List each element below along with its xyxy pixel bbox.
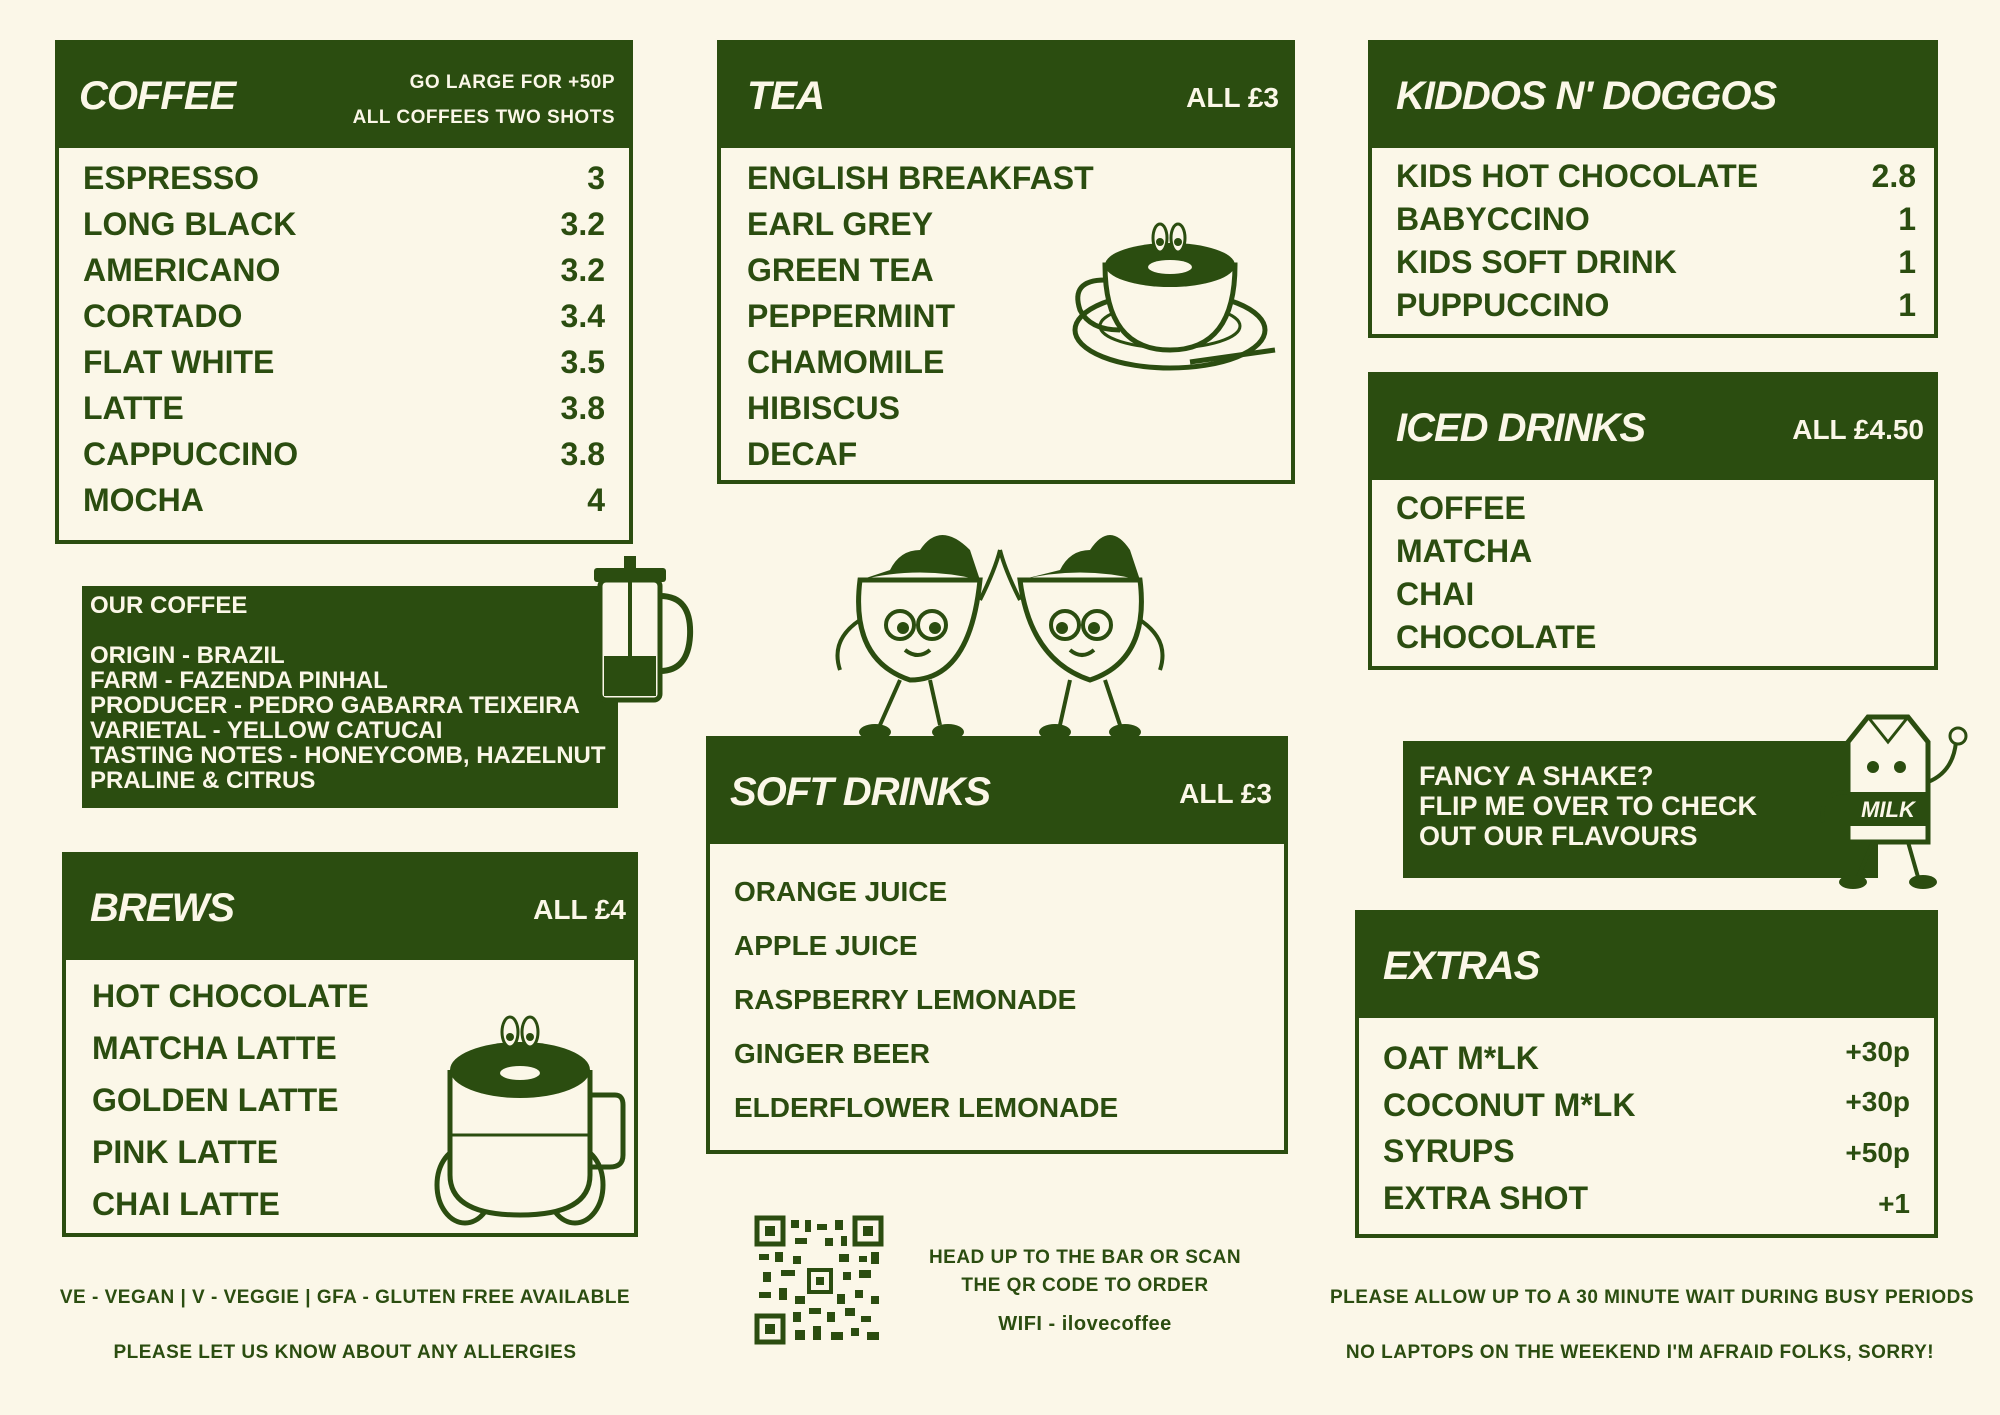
kiddos-section	[1368, 40, 1938, 338]
iced-title: ICED DRINKS	[1396, 406, 1646, 450]
menu-item: MATCHA LATTE	[92, 1030, 337, 1066]
menu-item: LONG BLACK	[83, 206, 297, 242]
wait-note: PLEASE ALLOW UP TO A 30 MINUTE WAIT DURING BUSY PERIODS	[1330, 1287, 1975, 1308]
menu-price: 1	[1898, 244, 1916, 280]
menu-item: ORANGE JUICE	[734, 876, 948, 907]
menu-item: CHAI	[1396, 576, 1475, 612]
milk-label: MILK	[1861, 797, 1915, 822]
menu-item: LATTE	[83, 390, 184, 426]
menu-item: AMERICANO	[83, 252, 281, 288]
qr-code-icon[interactable]	[755, 1216, 883, 1344]
menu-item: CORTADO	[83, 298, 243, 334]
menu-price: +50p	[1845, 1137, 1910, 1168]
coffee-section	[55, 40, 633, 544]
tea-header	[721, 44, 1291, 148]
menu-item: DECAF	[747, 436, 858, 472]
menu-item: KIDS SOFT DRINK	[1396, 244, 1677, 280]
shake-line-3: OUT OUR FLAVOURS	[1419, 821, 1698, 851]
laptop-note: NO LAPTOPS ON THE WEEKEND I'M AFRAID FOLKS, SORRY!	[1345, 1342, 1935, 1363]
brews-price-note: ALL £4	[533, 894, 626, 925]
menu-item: SYRUPS	[1383, 1133, 1515, 1169]
shake-line-2: FLIP ME OVER TO CHECK	[1419, 791, 1758, 821]
soft-drinks-section	[706, 736, 1288, 1154]
menu-item: BABYCCINO	[1396, 201, 1590, 237]
menu-price: 3	[587, 160, 605, 196]
coffee-cup-icon	[1070, 210, 1280, 390]
kiddos-title: KIDDOS N' DOGGOS	[1396, 74, 1777, 118]
menu-item: CAPPUCCINO	[83, 436, 299, 472]
menu-item: HOT CHOCOLATE	[92, 978, 369, 1014]
wifi-info: WIFI - ilovecoffee	[998, 1313, 1172, 1335]
tea-title: TEA	[747, 74, 824, 118]
shake-line-1: FANCY A SHAKE?	[1419, 761, 1654, 791]
menu-price: 3.8	[560, 390, 605, 426]
menu-item: COFFEE	[1396, 490, 1526, 526]
menu-price: +1	[1878, 1188, 1910, 1219]
menu-price: 3.8	[560, 436, 605, 472]
menu-price: +30p	[1845, 1086, 1910, 1117]
coffee-origin: ORIGIN - BRAZIL	[90, 642, 285, 669]
menu-item: KIDS HOT CHOCOLATE	[1396, 158, 1759, 194]
coffee-tasting-notes-cont: PRALINE & CITRUS	[90, 767, 316, 794]
shake-panel	[1403, 741, 1878, 878]
coffee-varietal: VARIETAL - YELLOW CATUCAI	[90, 717, 443, 744]
menu-item: MATCHA	[1396, 533, 1533, 569]
menu-item: GINGER BEER	[734, 1038, 931, 1069]
menu-price: 2.8	[1871, 158, 1916, 194]
menu-price: +30p	[1845, 1036, 1910, 1067]
menu-price: 3.4	[560, 298, 605, 334]
menu-item: ESPRESSO	[83, 160, 260, 196]
iced-header	[1372, 376, 1934, 480]
high-five-cups-icon	[820, 510, 1180, 750]
brews-header	[66, 856, 634, 960]
menu-price: 4	[587, 482, 605, 518]
menu-item: PEPPERMINT	[747, 298, 956, 334]
kiddos-header	[1372, 44, 1934, 148]
coffee-note-shots: ALL COFFEES TWO SHOTS	[352, 107, 615, 128]
iced-price-note: ALL £4.50	[1792, 414, 1924, 445]
coffee-tasting-notes: TASTING NOTES - HONEYCOMB, HAZELNUT	[90, 742, 606, 769]
coffee-farm: FARM - FAZENDA PINHAL	[90, 667, 388, 694]
coffee-producer: PRODUCER - PEDRO GABARRA TEIXEIRA	[90, 692, 580, 719]
order-instruction-2: THE QR CODE TO ORDER	[961, 1275, 1209, 1296]
menu-item: ENGLISH BREAKFAST	[747, 160, 1094, 196]
coffee-note-large: GO LARGE FOR +50P	[409, 72, 615, 93]
brews-title: BREWS	[90, 886, 234, 930]
menu-item: FLAT WHITE	[83, 344, 275, 380]
coffee-header	[59, 44, 629, 148]
coffee-title: COFFEE	[79, 74, 236, 118]
menu-price: 3.5	[560, 344, 605, 380]
our-coffee-heading: OUR COFFEE	[90, 592, 248, 619]
menu-item: RASPBERRY LEMONADE	[734, 984, 1077, 1015]
extras-header	[1359, 914, 1934, 1018]
menu-price: 3.2	[560, 252, 605, 288]
our-coffee-panel	[82, 586, 618, 808]
iced-drinks-section	[1368, 372, 1938, 670]
extras-section	[1355, 910, 1938, 1238]
menu-item: EARL GREY	[747, 206, 934, 242]
menu-item: OAT M*LK	[1383, 1040, 1539, 1076]
soft-header	[710, 740, 1284, 844]
menu-price: 1	[1898, 201, 1916, 237]
tea-price-note: ALL £3	[1186, 82, 1279, 113]
milk-carton-icon	[1808, 712, 1968, 892]
dietary-key: VE - VEGAN | V - VEGGIE | GFA - GLUTEN FREE AVAILABLE	[59, 1287, 631, 1308]
soft-title: SOFT DRINKS	[730, 770, 991, 814]
order-instruction-1: HEAD UP TO THE BAR OR SCAN	[928, 1247, 1242, 1268]
extras-title: EXTRAS	[1383, 944, 1540, 988]
menu-price: 1	[1898, 287, 1916, 323]
menu-item: EXTRA SHOT	[1383, 1180, 1589, 1216]
menu-item: CHAI LATTE	[92, 1186, 280, 1222]
menu-item: GREEN TEA	[747, 252, 934, 288]
menu-item: PINK LATTE	[92, 1134, 279, 1170]
allergy-note: PLEASE LET US KNOW ABOUT ANY ALLERGIES	[113, 1342, 577, 1363]
menu-price: 3.2	[560, 206, 605, 242]
menu-item: COCONUT M*LK	[1383, 1087, 1636, 1123]
menu-item: CHOCOLATE	[1396, 619, 1597, 655]
menu-item: PUPPUCCINO	[1396, 287, 1610, 323]
menu-item: APPLE JUICE	[734, 930, 918, 961]
menu-item: GOLDEN LATTE	[92, 1082, 339, 1118]
menu-item: HIBISCUS	[747, 390, 900, 426]
menu-item: ELDERFLOWER LEMONADE	[734, 1092, 1119, 1123]
soft-price-note: ALL £3	[1179, 778, 1272, 809]
french-press-icon	[580, 556, 700, 706]
mug-icon	[425, 1015, 625, 1225]
menu-item: MOCHA	[83, 482, 204, 518]
menu-item: CHAMOMILE	[747, 344, 945, 380]
